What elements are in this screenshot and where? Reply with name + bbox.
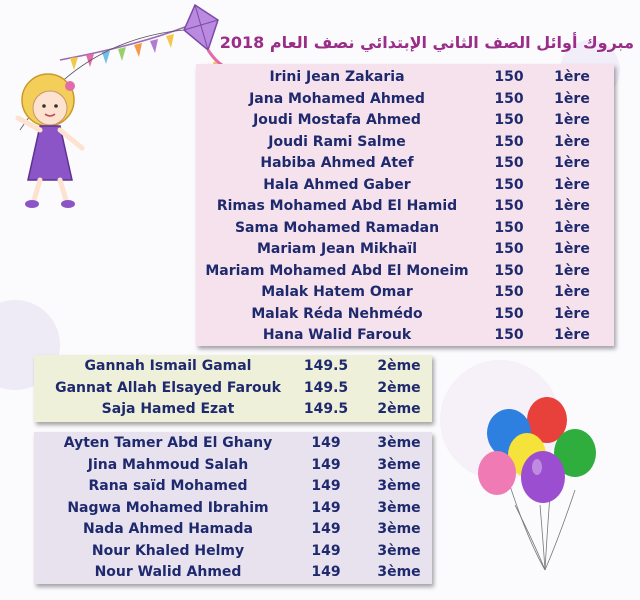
student-name: Jana Mohamed Ahmed xyxy=(249,90,425,107)
student-rank: 1ère xyxy=(554,241,590,257)
table-row xyxy=(34,455,432,477)
table-row xyxy=(34,476,432,498)
student-rank: 2ème xyxy=(377,379,421,396)
student-rank: 2ème xyxy=(377,401,421,418)
student-rank: 1ère xyxy=(554,69,590,85)
student-name: Gannah Ismail Gamal xyxy=(84,358,252,374)
student-score: 150 xyxy=(494,112,524,128)
table-row xyxy=(34,562,432,584)
student-score: 150 xyxy=(494,262,524,279)
student-name: Hana Walid Farouk xyxy=(262,327,412,343)
table-row xyxy=(196,153,614,175)
student-name: Rimas Mohamed Abd El Hamid xyxy=(216,198,458,214)
student-name: Saja Hamed Ezat xyxy=(101,401,235,418)
student-name: Nour Khaled Helmy xyxy=(91,542,245,559)
student-rank: 1ère xyxy=(554,133,590,150)
student-score: 150 xyxy=(494,305,524,322)
table-row xyxy=(196,89,614,111)
student-rank: 2ème xyxy=(377,358,421,374)
student-score: 150 xyxy=(494,133,524,150)
student-name: Habiba Ahmed Atef xyxy=(260,155,414,171)
student-rank: 1ère xyxy=(554,262,590,279)
student-score: 149 xyxy=(311,435,341,451)
table-row xyxy=(196,196,614,218)
second-rank-table xyxy=(34,355,432,422)
student-score: 150 xyxy=(494,69,524,85)
student-name: Mariam Mohamed Abd El Moneim xyxy=(205,262,469,279)
student-rank: 3ème xyxy=(377,521,421,537)
student-rank: 3ème xyxy=(377,564,421,580)
student-score: 149 xyxy=(311,499,341,516)
student-score: 149.5 xyxy=(303,379,349,396)
student-score: 150 xyxy=(494,327,524,343)
third-rank-table xyxy=(34,432,432,584)
student-score: 149 xyxy=(311,478,341,494)
student-name: Jina Mahmoud Salah xyxy=(87,456,249,473)
student-score: 150 xyxy=(494,176,524,193)
first-rank-table xyxy=(196,64,614,346)
student-rank: 3ème xyxy=(377,456,421,473)
student-rank: 1ère xyxy=(554,90,590,107)
table-row xyxy=(196,282,614,304)
student-name: Malak Réda Nehmédo xyxy=(251,305,423,322)
table-row xyxy=(34,433,432,455)
student-score: 149.5 xyxy=(303,401,349,418)
table-row xyxy=(196,304,614,326)
table-row xyxy=(196,261,614,283)
page-title: مبروك أوائل الصف الثاني الإبتدائي نصف العام 2018 xyxy=(219,33,634,52)
student-name: Mariam Jean Mikhaïl xyxy=(256,241,418,257)
table-row xyxy=(34,541,432,563)
student-name: Gannat Allah Elsayed Farouk xyxy=(55,379,281,396)
student-rank: 3ème xyxy=(377,499,421,516)
student-rank: 1ère xyxy=(554,305,590,322)
student-rank: 1ère xyxy=(554,176,590,193)
student-rank: 1ère xyxy=(554,198,590,214)
student-rank: 1ère xyxy=(554,155,590,171)
student-rank: 1ère xyxy=(554,112,590,128)
table-row xyxy=(34,356,432,378)
student-name: Joudi Mostafa Ahmed xyxy=(253,112,421,128)
student-score: 149 xyxy=(311,456,341,473)
table-row xyxy=(34,399,432,421)
table-row xyxy=(196,239,614,261)
table-row xyxy=(196,175,614,197)
student-rank: 1ère xyxy=(554,327,590,343)
student-name: Nada Ahmed Hamada xyxy=(83,521,253,537)
student-name: Nagwa Mohamed Ibrahim xyxy=(67,499,269,516)
student-rank: 1ère xyxy=(554,284,590,300)
student-score: 149 xyxy=(311,542,341,559)
student-name: Sama Mohamed Ramadan xyxy=(234,219,440,236)
student-score: 150 xyxy=(494,90,524,107)
student-score: 149 xyxy=(311,564,341,580)
student-score: 150 xyxy=(494,198,524,214)
student-score: 150 xyxy=(494,284,524,300)
student-name: Nour Walid Ahmed xyxy=(94,564,242,580)
student-rank: 1ère xyxy=(554,219,590,236)
student-rank: 3ème xyxy=(377,542,421,559)
student-name: Ayten Tamer Abd El Ghany xyxy=(63,435,273,451)
balloons-icon xyxy=(475,395,615,575)
student-score: 149.5 xyxy=(303,358,349,374)
table-row xyxy=(196,218,614,240)
table-row xyxy=(196,67,614,89)
student-score: 150 xyxy=(494,219,524,236)
student-name: Hala Ahmed Gaber xyxy=(263,176,411,193)
table-row xyxy=(34,498,432,520)
table-row xyxy=(34,519,432,541)
student-score: 149 xyxy=(311,521,341,537)
table-row xyxy=(196,132,614,154)
student-name: Joudi Rami Salme xyxy=(268,133,406,150)
student-score: 150 xyxy=(494,155,524,171)
student-name: Rana saïd Mohamed xyxy=(88,478,248,494)
table-row xyxy=(34,378,432,400)
student-rank: 3ème xyxy=(377,435,421,451)
table-row xyxy=(196,325,614,347)
student-name: Malak Hatem Omar xyxy=(261,284,413,300)
table-row xyxy=(196,110,614,132)
student-score: 150 xyxy=(494,241,524,257)
student-rank: 3ème xyxy=(377,478,421,494)
student-name: Irini Jean Zakaria xyxy=(269,69,405,85)
